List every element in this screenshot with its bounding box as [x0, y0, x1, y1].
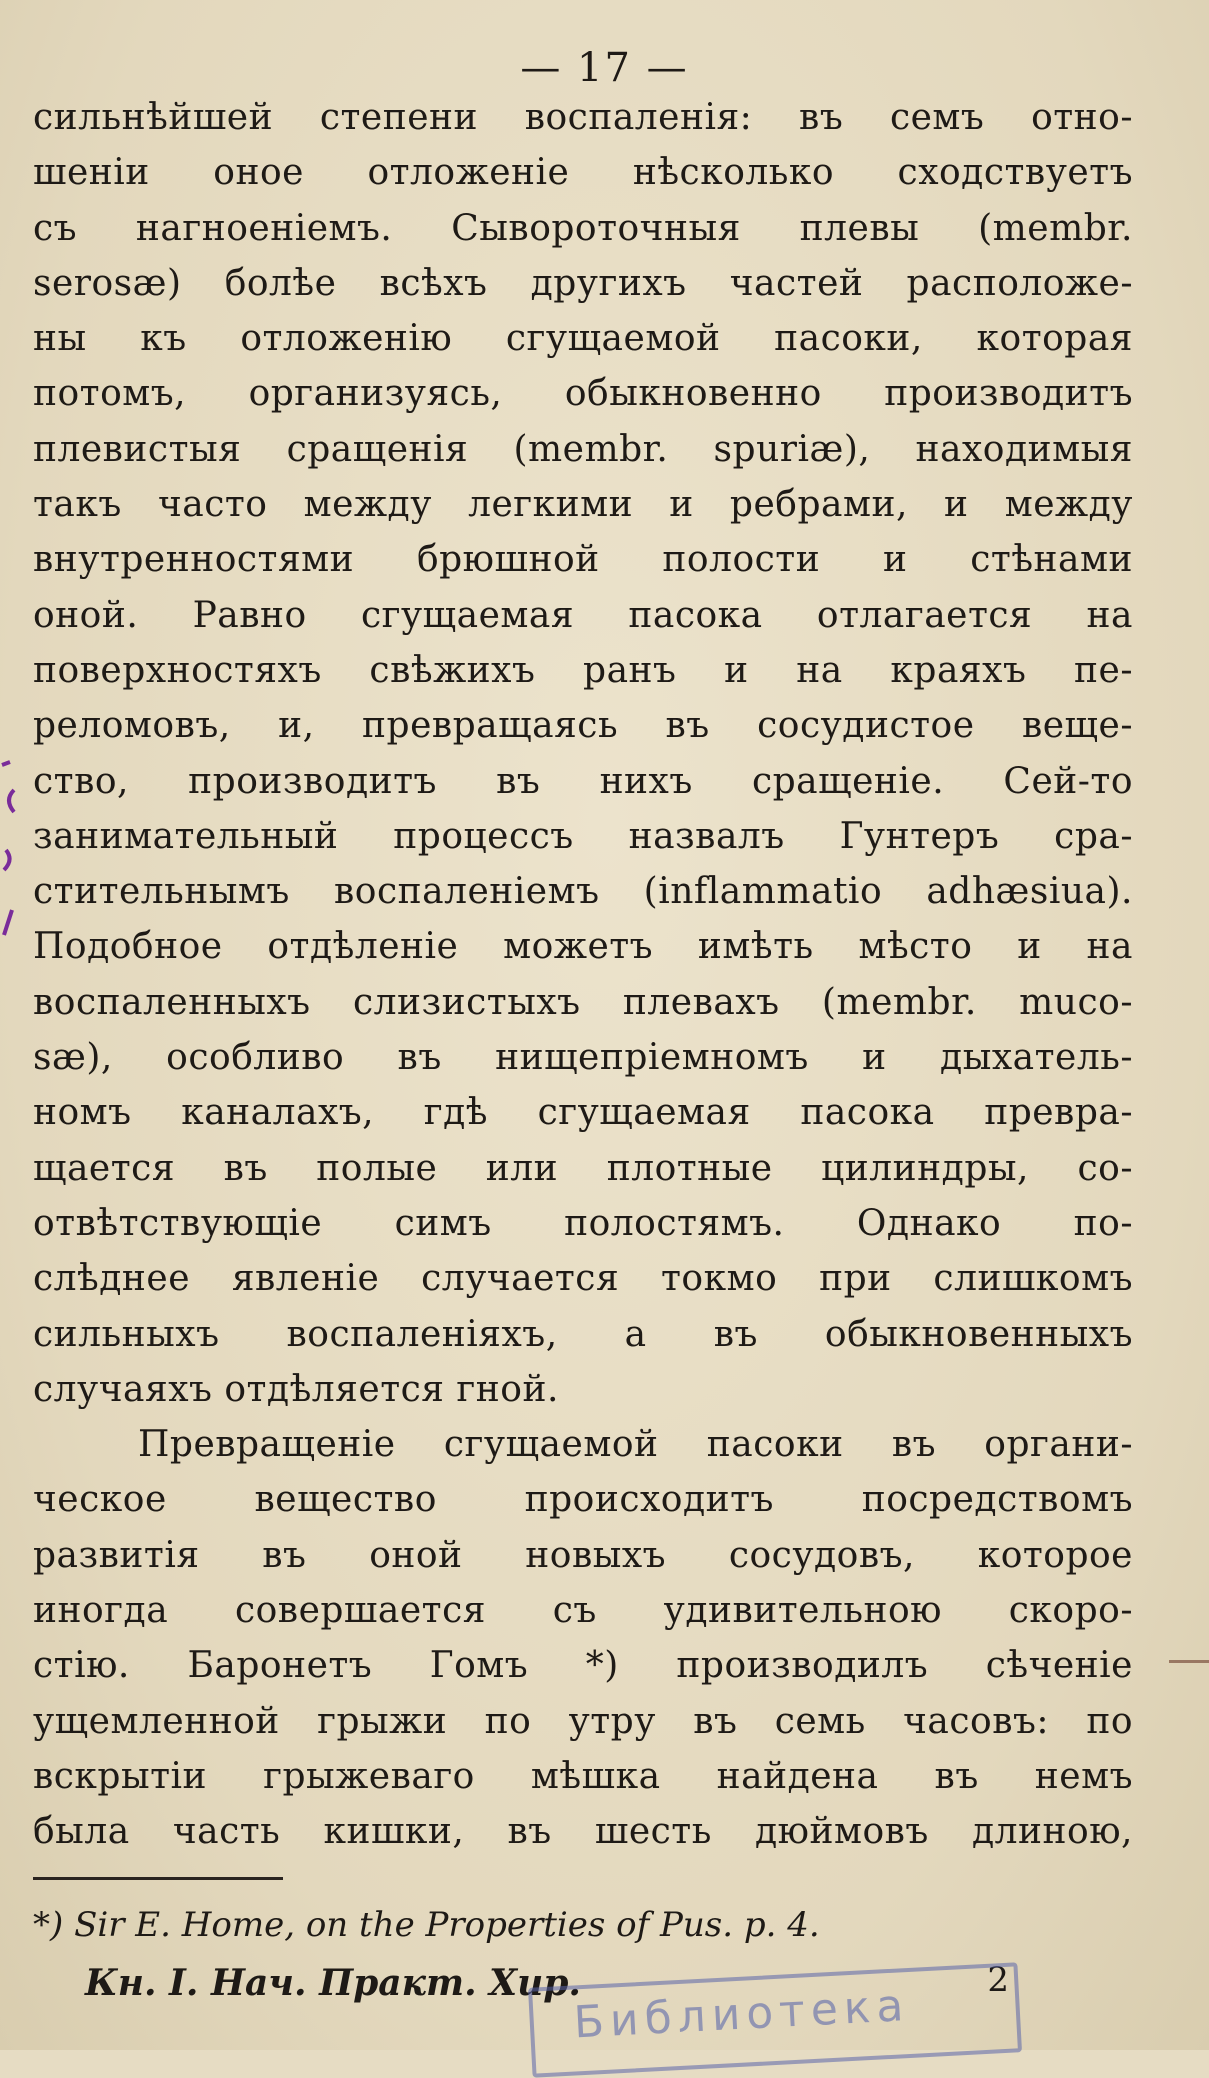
text-line: сильнѣйшей степени воспаленія: въ семъ отно- [33, 97, 1133, 138]
text-line: была часть кишки, въ шесть дюймовъ длиною, [33, 1811, 1133, 1853]
text-line: отвѣтствующіе симъ полостямъ. Однако по- [33, 1202, 1133, 1244]
sheet-number: 2 [987, 1960, 1009, 2000]
text-line: занимательный процессъ назвалъ Гунтеръ сра- [33, 815, 1133, 857]
text-line: sæ), особливо въ нищепріемномъ и дыхатель- [33, 1037, 1133, 1079]
text-line: вскрытіи грыжеваго мѣшка найдена въ немъ [33, 1755, 1133, 1797]
text-line: реломовъ, и, превращаясь въ сосудистое веще- [33, 705, 1133, 747]
text-line: внутренностями брюшной полости и стѣнами [33, 539, 1133, 581]
margin-annotation [0, 760, 20, 960]
text-line: оной. Равно сгущаемая пасока отлагается на [33, 594, 1133, 636]
text-line: Превращеніе сгущаемой пасоки въ органи- [138, 1424, 1133, 1466]
text-line: ство, производитъ въ нихъ сращеніе. Сей-то [33, 760, 1133, 802]
footnote-rule [33, 1877, 283, 1880]
page-number: — 17 — [520, 45, 689, 91]
text-line: воспаленныхъ слизистыхъ плевахъ (membr. muco- [33, 981, 1133, 1023]
text-line: сильныхъ воспаленіяхъ, а въ обыкновенныхъ [33, 1313, 1133, 1355]
text-line: ны къ отложенію сгущаемой пасоки, которая [33, 318, 1133, 360]
text-line: плевистыя сращенія (membr. spuriæ), находимыя [33, 428, 1133, 470]
body-text [33, 90, 1133, 1860]
text-line: иногда совершается съ удивительною скоро- [33, 1590, 1133, 1632]
text-line: шеніи оное отложеніе нѣсколько сходствуетъ [33, 152, 1133, 194]
text-line: потомъ, организуясь, обыкновенно производитъ [33, 373, 1133, 415]
text-line: номъ каналахъ, гдѣ сгущаемая пасока превра- [33, 1092, 1133, 1134]
signature-text: Кн. I. Нач. Практ. Хир. [85, 1962, 581, 2004]
text-line: такъ часто между легкими и ребрами, и между [33, 484, 1133, 526]
text-line: случаяхъ отдѣляется гной. [33, 1368, 559, 1410]
paper-stain [1169, 1660, 1209, 1663]
text-line: щается въ полые или плотные цилиндры, со- [33, 1147, 1133, 1189]
text-line: развитія въ оной новыхъ сосудовъ, которое [33, 1534, 1133, 1576]
text-line: стію. Баронетъ Гомъ *) производилъ сѣченіе [33, 1645, 1133, 1687]
text-line: Подобное отдѣленіе можетъ имѣть мѣсто и на [33, 926, 1133, 968]
text-line: слѣднее явленіе случается токмо при слишкомъ [33, 1258, 1133, 1300]
stamp-text: Библиотека [572, 1979, 911, 2049]
text-line: ущемленной грыжи по утру въ семь часовъ: по [33, 1700, 1133, 1742]
text-line: съ нагноеніемъ. Сывороточныя плевы (membr. [33, 207, 1133, 249]
text-line: ческое вещество происходитъ посредствомъ [33, 1479, 1133, 1521]
text-line: стительнымъ воспаленіемъ (inflammatio adhæsiua). [33, 871, 1133, 913]
footnote: *) Sir E. Home, on the Properties of Pus. p. 4. [33, 1905, 820, 1945]
text-line: serosæ) болѣе всѣхъ другихъ частей расположе- [33, 262, 1133, 304]
text-line: поверхностяхъ свѣжихъ ранъ и на краяхъ пе- [33, 649, 1133, 691]
